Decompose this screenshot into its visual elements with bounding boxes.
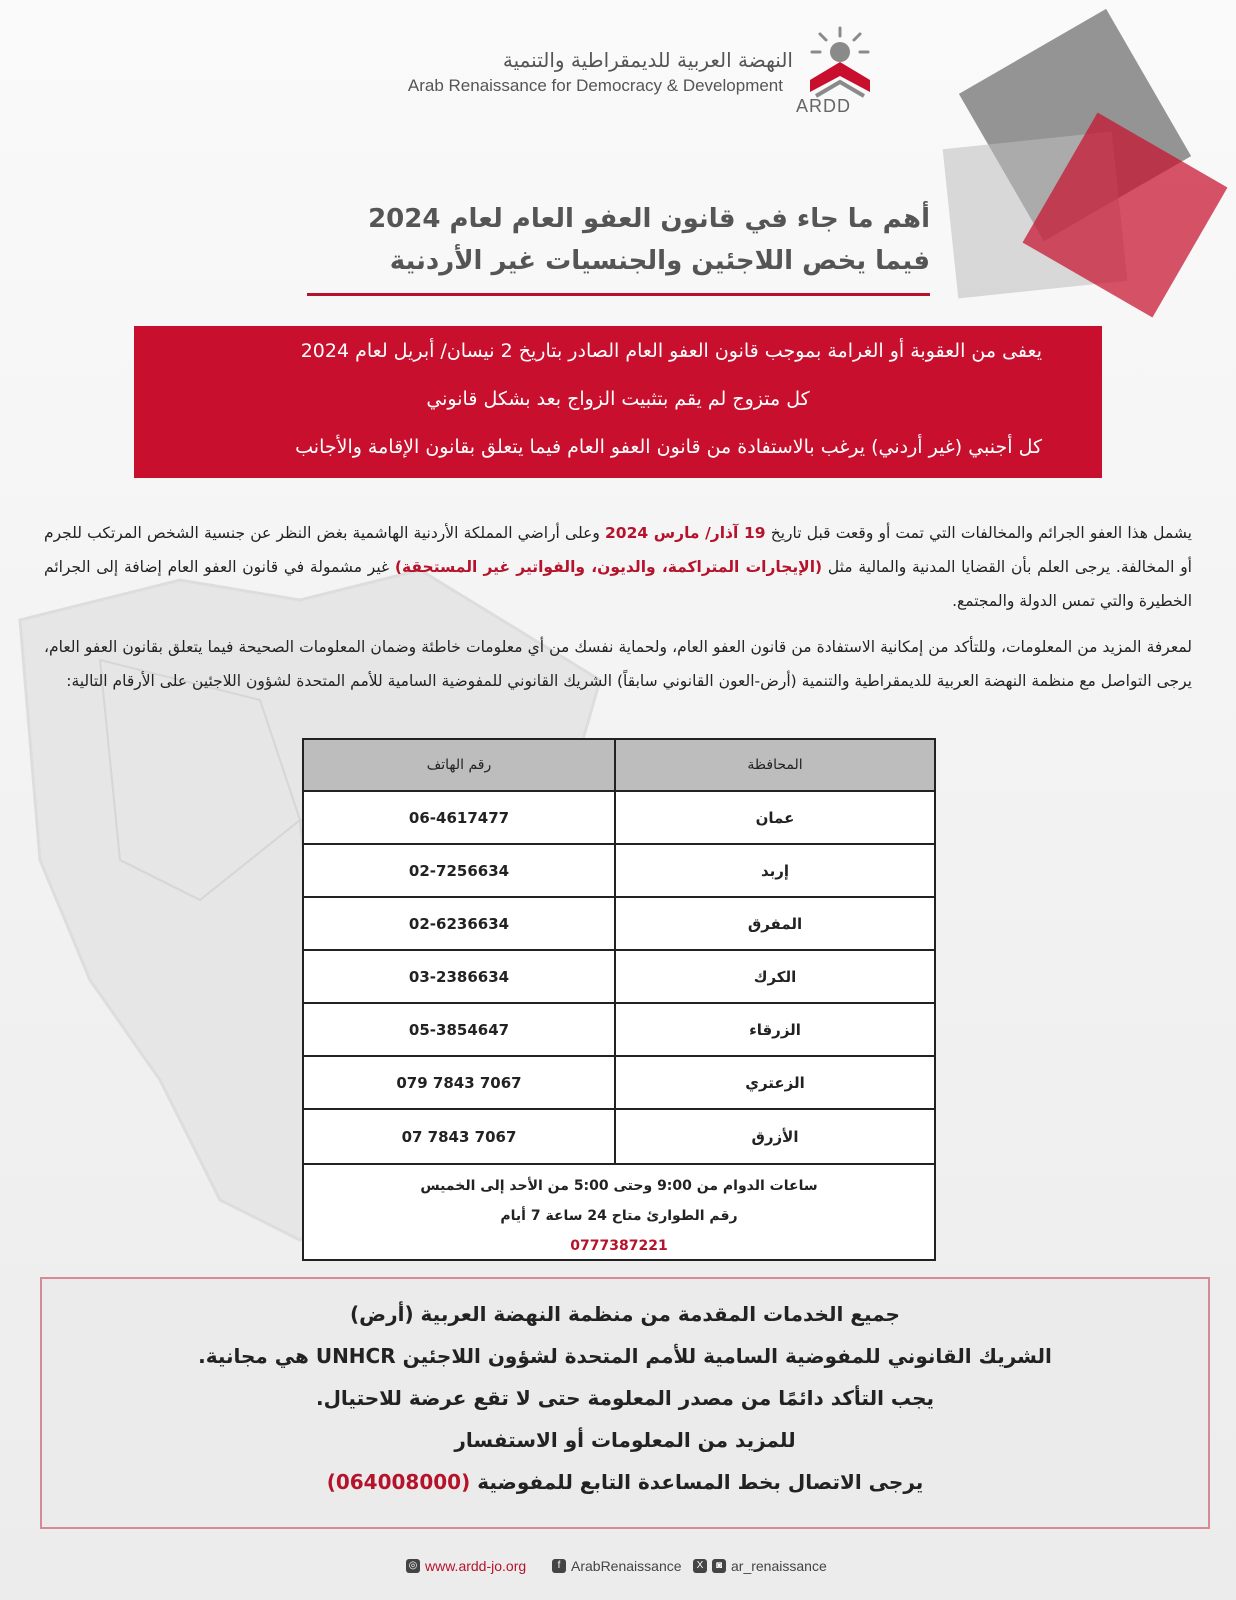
table-row	[302, 792, 936, 845]
exemption-item-foreigners: كل أجنبي (غير أردني) يرغب بالاستفادة من قانون العفو العام فيما يتعلق بقانون الإقامة والأجانب	[295, 436, 1042, 458]
logo-text: ARDD	[796, 96, 852, 116]
scope-date: 19 آذار/ مارس 2024	[605, 524, 766, 542]
exemption-intro: يعفى من العقوبة أو الغرامة بموجب قانون العفو العام الصادر بتاريخ 2 نيسان/ أبريل لعام 2024	[300, 340, 1042, 362]
table-footer	[302, 1165, 936, 1261]
table-header-row	[302, 738, 936, 792]
header-governorate: المحافظة	[747, 757, 803, 773]
table-row	[302, 1057, 936, 1110]
page-footer	[0, 1558, 1236, 1582]
contact-table	[302, 738, 936, 1261]
x-icon: X	[693, 1559, 707, 1573]
header-phone: رقم الهاتف	[304, 740, 616, 790]
phone-cell[interactable]: 02-6236634	[304, 898, 616, 949]
info-line-1: جميع الخدمات المقدمة من منظمة النهضة العربية (أرض)	[350, 1302, 900, 1326]
table-row	[302, 1004, 936, 1057]
website-link[interactable]: www.ardd-jo.org	[425, 1558, 527, 1574]
org-name-english: Arab Renaissance for Democracy & Development	[407, 76, 783, 95]
phone-cell[interactable]: 02-7256634	[304, 845, 616, 896]
governorate-cell: إربد	[760, 861, 790, 880]
globe-icon: ◎	[406, 1559, 420, 1573]
governorate-cell: الزرقاء	[749, 1020, 801, 1039]
facebook-icon: f	[552, 1559, 566, 1573]
working-hours: ساعات الدوام من 9:00 وحتى 5:00 من الأحد إلى الخميس	[420, 1178, 818, 1194]
governorate-cell: عمان	[755, 808, 795, 827]
table-row	[302, 951, 936, 1004]
footer-website[interactable]	[406, 1558, 526, 1574]
governorate-cell: المفرق	[747, 914, 803, 933]
exemption-banner	[134, 326, 1102, 478]
phone-cell[interactable]: 03-2386634	[304, 951, 616, 1002]
footer-facebook[interactable]	[552, 1558, 682, 1574]
footer-social[interactable]	[693, 1558, 827, 1574]
emergency-note: رقم الطوارئ متاح 24 ساعة 7 أيام	[500, 1208, 738, 1224]
services-info-box	[40, 1277, 1210, 1529]
info-line-2: الشريك القانوني للمفوضية السامية للأمم المتحدة لشؤون اللاجئين UNHCR هي مجانية.	[198, 1344, 1052, 1368]
table-row	[302, 898, 936, 951]
phone-cell[interactable]: 06-4617477	[304, 792, 616, 843]
scope-text-3: غير مشمولة في قانون العفو العام إضافة إلى الجرائم الخطيرة والتي تمس الدولة والمجتمع.	[44, 558, 1192, 610]
excluded-cases: (الإيجارات المتراكمة، والديون، والفواتير غير المستحقة)	[394, 558, 823, 576]
helpline-number[interactable]: (064008000)	[326, 1470, 471, 1494]
phone-cell[interactable]: 07 7843 7067	[304, 1110, 616, 1163]
helpline-text: يرجى الاتصال بخط المساعدة التابع للمفوضية	[470, 1470, 924, 1494]
phone-cell[interactable]: 05-3854647	[304, 1004, 616, 1055]
social-handle[interactable]: ar_renaissance	[731, 1558, 827, 1574]
title-underline	[307, 293, 930, 296]
governorate-cell: الكرك	[753, 967, 797, 986]
table-row	[302, 845, 936, 898]
contact-paragraph: لمعرفة المزيد من المعلومات، وللتأكد من إمكانية الاستفادة من قانون العفو العام، ولحماية نفسك من أي معلومات خاطئة وضمان المعلومات الصحيحة فيما يتعلق بقانون العفو العام، يرجى التواصل مع منظمة النهضة العربية للديمقراطية والتنمية (أرض-العون القانوني سابقاً) الشريك القانوني للمفوضية السامية للأمم المتحدة لشؤون اللاجئين على الأرقام التالية:	[44, 638, 1192, 690]
scope-text-2: وعلى أراضي المملكة الأردنية الهاشمية بغض النظر عن جنسية الشخص المرتكب للجرم أو المخالفة. يرجى العلم بأن القضايا المدنية والمالية مثل	[44, 524, 1192, 576]
emergency-number[interactable]: 0777387221	[570, 1238, 668, 1254]
governorate-cell: الأزرق	[751, 1127, 799, 1146]
info-line-3: يجب التأكد دائمًا من مصدر المعلومة حتى لا تقع عرضة للاحتيال.	[315, 1386, 935, 1410]
scope-text-1: يشمل هذا العفو الجرائم والمخالفات التي تمت أو وقعت قبل تاريخ	[765, 524, 1192, 542]
instagram-icon: ◙	[712, 1559, 726, 1573]
info-line-5	[42, 1461, 1208, 1503]
decorative-squares	[930, 0, 1236, 320]
scope-paragraph	[44, 516, 1192, 618]
page-title	[290, 198, 930, 282]
org-name-arabic: النهضة العربية للديمقراطية والتنمية	[502, 48, 793, 72]
info-line-4: للمزيد من المعلومات أو الاستفسار	[454, 1428, 796, 1452]
governorate-cell: الزعتري	[745, 1073, 805, 1092]
facebook-handle[interactable]: ArabRenaissance	[571, 1558, 682, 1574]
title-line-2: فيما يخص اللاجئين والجنسيات غير الأردنية	[389, 246, 930, 276]
exemption-item-marriage: كل متزوج لم يقم بتثبيت الزواج بعد بشكل قانوني	[426, 388, 810, 410]
phone-cell[interactable]: 079 7843 7067	[304, 1057, 616, 1108]
title-line-1: أهم ما جاء في قانون العفو العام لعام 2024	[368, 204, 930, 234]
table-row	[302, 1110, 936, 1165]
